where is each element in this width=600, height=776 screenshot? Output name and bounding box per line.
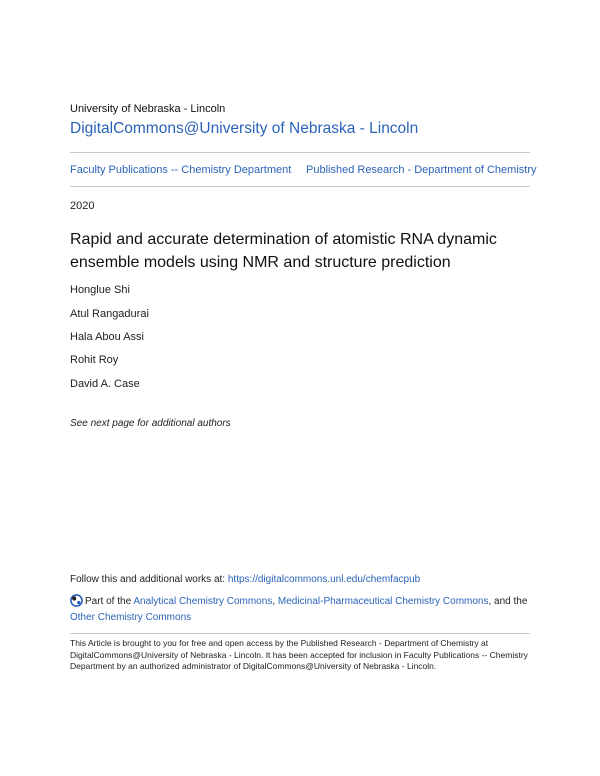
divider-top [70,152,530,153]
follow-line [70,574,420,585]
network-icon [70,594,83,610]
part-of-prefix: Part of the [85,596,134,607]
breadcrumb-published-research[interactable]: Published Research - Department of Chemistry [306,164,537,176]
access-notice: This Article is brought to you for free and open access by the Published Research - Department of Chemistry at DigitalCommons@University of Nebraska - Lincoln. It has been accepted for inclusion in Faculty Publications -- Chemistry Department by an authorized administrator of DigitalCommons@University of Nebraska - Lincoln. [70,638,528,671]
repository-link[interactable]: DigitalCommons@University of Nebraska - Lincoln [70,120,419,137]
author-name: Honglue Shi [70,284,130,296]
medicinal-pharmaceutical-commons-link[interactable]: Medicinal-Pharmaceutical Chemistry Commons [277,596,489,607]
author-name: Hala Abou Assi [70,331,144,343]
author-name: David A. Case [70,378,140,390]
institution-name: University of Nebraska - Lincoln [70,103,226,115]
divider-bottom [70,186,530,187]
separator-comma: , [272,596,278,607]
additional-authors-note: See next page for additional authors [70,418,231,429]
author-name: Rohit Roy [70,354,119,366]
publication-year: 2020 [70,200,95,212]
collection-url-link[interactable]: https://digitalcommons.unl.edu/chemfacpub [227,574,421,585]
breadcrumb-faculty-publications[interactable]: Faculty Publications -- Chemistry Department [70,164,292,176]
part-of-line [70,594,527,610]
divider-notice [70,633,530,634]
article-title: Rapid and accurate determination of atomistic RNA dynamic ensemble models using NMR and structure prediction [70,231,497,271]
follow-prefix: Follow this and additional works at: [70,574,228,585]
analytical-chemistry-commons-link[interactable]: Analytical Chemistry Commons [133,596,273,607]
separator-and-the: , and the [488,596,528,607]
other-chemistry-commons-link[interactable]: Other Chemistry Commons [70,612,192,623]
author-name: Atul Rangadurai [70,308,149,320]
